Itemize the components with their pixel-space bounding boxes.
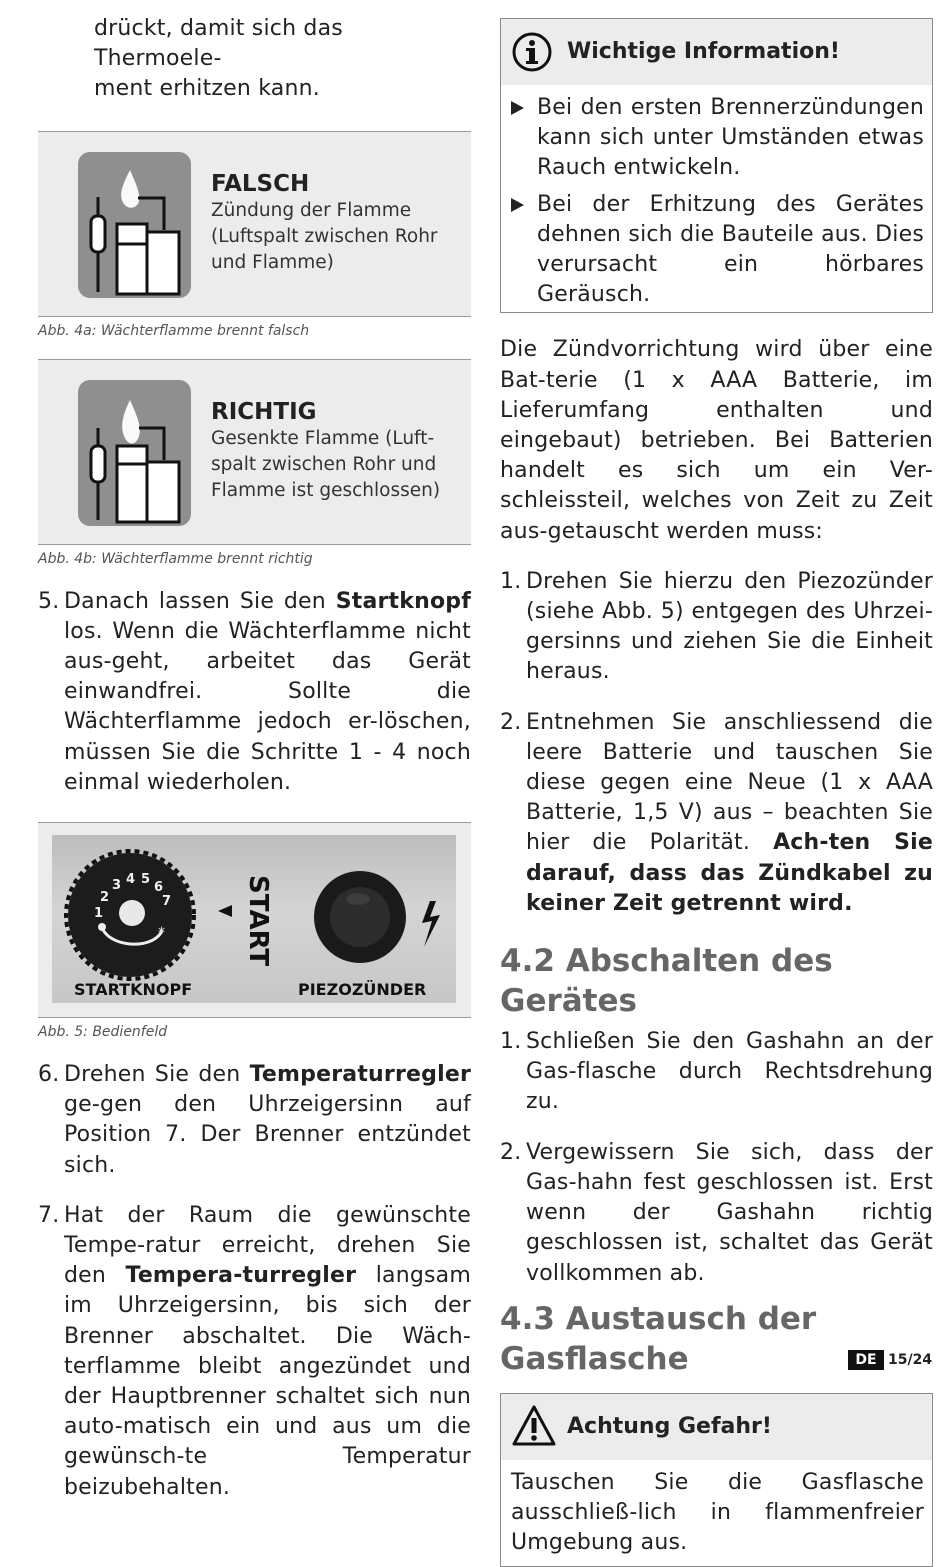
section-4-2-step-2-number: 2. [500, 1139, 522, 1165]
bullet-triangle-icon [511, 101, 524, 115]
intro-line-2: ment erhitzen kann. [94, 76, 320, 102]
dial-number-5: 5 [141, 872, 151, 888]
step-7-bold: Tempera-turregler [125, 1263, 357, 1289]
figure-4b-label [211, 398, 451, 504]
section-4-2-step-2-text: Vergewissern Sie sich, dass der Gas-hahn fest geschlossen ist. Erst wenn der Gashahn richtig geschlossen ist, schaltet das Gerät vollkommen ab. [526, 1139, 933, 1286]
dial-number-4: 4 [126, 872, 136, 888]
left-column [38, 14, 471, 1503]
step-6-text-post: ge-gen den Uhrzeigersinn auf Position 7. Der Brenner entzündet sich. [64, 1092, 471, 1178]
startknopf-label: STARTKNOPF [74, 980, 193, 1000]
battery-step-2-text: Entnehmen Sie anschliessend die leere Batterie und tauschen Sie diese gegen eine Neue (1 x AAA Batterie, 1,5 V) aus – beachten Sie hier die Polarität. [526, 709, 933, 856]
figure-4b-caption: Abb. 4b: Wächterflamme brennt richtig [38, 550, 313, 567]
section-4-2-step-1 [500, 1027, 933, 1118]
warning-box-title: Achtung Gefahr! [567, 1413, 772, 1439]
steps-list-left-b [38, 1060, 471, 1503]
section-4-3-heading: 4.3 Austausch der Gasflasche [500, 1300, 817, 1377]
info-bullet-2 [511, 190, 924, 311]
figure-5-caption: Abb. 5: Bedienfeld [38, 1024, 168, 1041]
battery-paragraph: Die Zündvorrichtung wird über eine Bat-terie (1 x AAA Batterie, im Lieferumfang enthalten und eingebaut) betrieben. Bei Batterien handelt es sich um ein Ver-schleissteil, welches von Zeit zu Zeit aus-getauscht werden muss: [500, 337, 933, 544]
figure-4a-desc-2: (Luftspalt zwischen Rohr [211, 225, 438, 247]
battery-step-2-number: 2. [500, 709, 522, 735]
correct-flame-icon [78, 380, 191, 526]
info-box-header [501, 19, 932, 85]
pointer-triangle-icon [218, 905, 232, 917]
battery-step-2 [500, 708, 933, 919]
step-5-text-post: los. Wenn die Wächterflamme nicht aus-geht, arbeitet das Gerät einwandfrei. Sollte die Wächterflamme jedoch er-löschen, müssen Sie die Schritte 1 - 4 noch einmal wiederholen. [64, 618, 471, 795]
info-icon [511, 31, 553, 73]
figure-5 [38, 822, 471, 1018]
language-badge: DE [848, 1350, 884, 1370]
steps-list-left-a [38, 587, 471, 798]
figure-4a-caption: Abb. 4a: Wächterflamme brennt falsch [38, 322, 310, 339]
info-bullet-1 [511, 93, 924, 184]
step-7 [38, 1201, 471, 1503]
bullet-triangle-icon [511, 198, 524, 212]
warning-text: Tauschen Sie die Gasflasche ausschließ-lich in flammenfreier Umgebung aus. [511, 1469, 924, 1556]
intro-text [94, 14, 471, 105]
step-7-text-pre: Hat der Raum die gewünschte Tempe-ratur erreicht, drehen Sie den [64, 1202, 471, 1289]
figure-4b-desc-2: spalt zwischen Rohr und [211, 453, 437, 475]
info-bullet-1-text: Bei den ersten Brennerzündungen kann sich unter Umständen etwas Rauch entwickeln. [537, 95, 924, 181]
warning-box [500, 1393, 933, 1567]
section-4-2-step-2 [500, 1138, 933, 1289]
battery-step-1 [500, 567, 933, 688]
lightning-icon [422, 901, 440, 947]
dial-number-7: 7 [162, 894, 172, 910]
figure-4b-desc-3: Flamme ist geschlossen) [211, 479, 441, 501]
warning-triangle-icon [511, 1404, 557, 1448]
section-4-2-heading: 4.2 Abschalten des Gerätes [500, 943, 833, 1020]
right-column [500, 18, 933, 1567]
battery-step-2-bold: Ach-ten Sie darauf, dass das Zündkabel zu keiner Zeit getrennt wird. [526, 830, 933, 916]
step-6-text-pre: Drehen Sie den [64, 1062, 250, 1088]
step-5-text-pre: Danach lassen Sie den [64, 588, 336, 614]
figure-4b [38, 359, 471, 545]
dial-number-2: 2 [100, 890, 110, 906]
step-6 [38, 1060, 471, 1181]
figure-4a-label [211, 170, 451, 276]
step-6-bold: Temperaturregler [249, 1062, 471, 1088]
section-4-2-step-1-number: 1. [500, 1029, 522, 1055]
figure-4a-desc-1: Zündung der Flamme [211, 199, 412, 221]
info-box [500, 18, 933, 313]
figure-4b-desc-1: Gesenkte Flamme (Luft- [211, 427, 435, 449]
warning-box-header [501, 1394, 932, 1460]
figure-4a-title: FALSCH [211, 170, 310, 197]
battery-steps [500, 567, 933, 919]
step-5-bold: Startknopf [335, 588, 471, 614]
step-5 [38, 587, 471, 798]
info-box-body [501, 85, 932, 310]
page-number: 15/24 [888, 1352, 933, 1368]
step-5-number: 5. [38, 588, 60, 614]
piezo-label: PIEZOZÜNDER [298, 980, 427, 1000]
start-label: START [243, 875, 273, 967]
intro-line-1: drückt, damit sich das Thermoele- [94, 16, 343, 72]
step-7-number: 7. [38, 1202, 60, 1228]
wrong-flame-icon [78, 152, 191, 298]
figure-4a [38, 131, 471, 317]
info-box-title: Wichtige Information! [567, 39, 840, 64]
figure-4a-desc-3: und Flamme) [211, 251, 334, 273]
figure-4b-title: RICHTIG [211, 398, 317, 425]
control-panel-photo [52, 835, 456, 1003]
dial-number-6: 6 [154, 880, 164, 896]
svg-text:*: * [158, 925, 165, 942]
section-4-2-steps [500, 1027, 933, 1289]
step-7-text-post: langsam im Uhrzeigersinn, bis sich der Brenner abschaltet. Die Wäch-terflamme bleibt angezündet und der Hauptbrenner schaltet sich nun auto-matisch ein und aus um die gewünsch-te Temperatur beizubehalten. [64, 1263, 471, 1500]
section-4-2-step-1-text: Schließen Sie den Gashahn an der Gas-flasche durch Rechtsdrehung zu. [526, 1029, 933, 1115]
step-6-number: 6. [38, 1062, 60, 1088]
info-bullet-2-text: Bei der Erhitzung des Gerätes dehnen sich die Bauteile aus. Dies verursacht ein hörbares Geräusch. [537, 191, 924, 308]
dial-number-1: 1 [94, 906, 104, 922]
dial-number-3: 3 [112, 878, 122, 894]
battery-step-1-text: Drehen Sie hierzu den Piezozünder (siehe Abb. 5) entgegen des Uhrzei-gersinns und ziehen Sie die Einheit heraus. [526, 568, 933, 685]
battery-step-1-number: 1. [500, 568, 522, 594]
